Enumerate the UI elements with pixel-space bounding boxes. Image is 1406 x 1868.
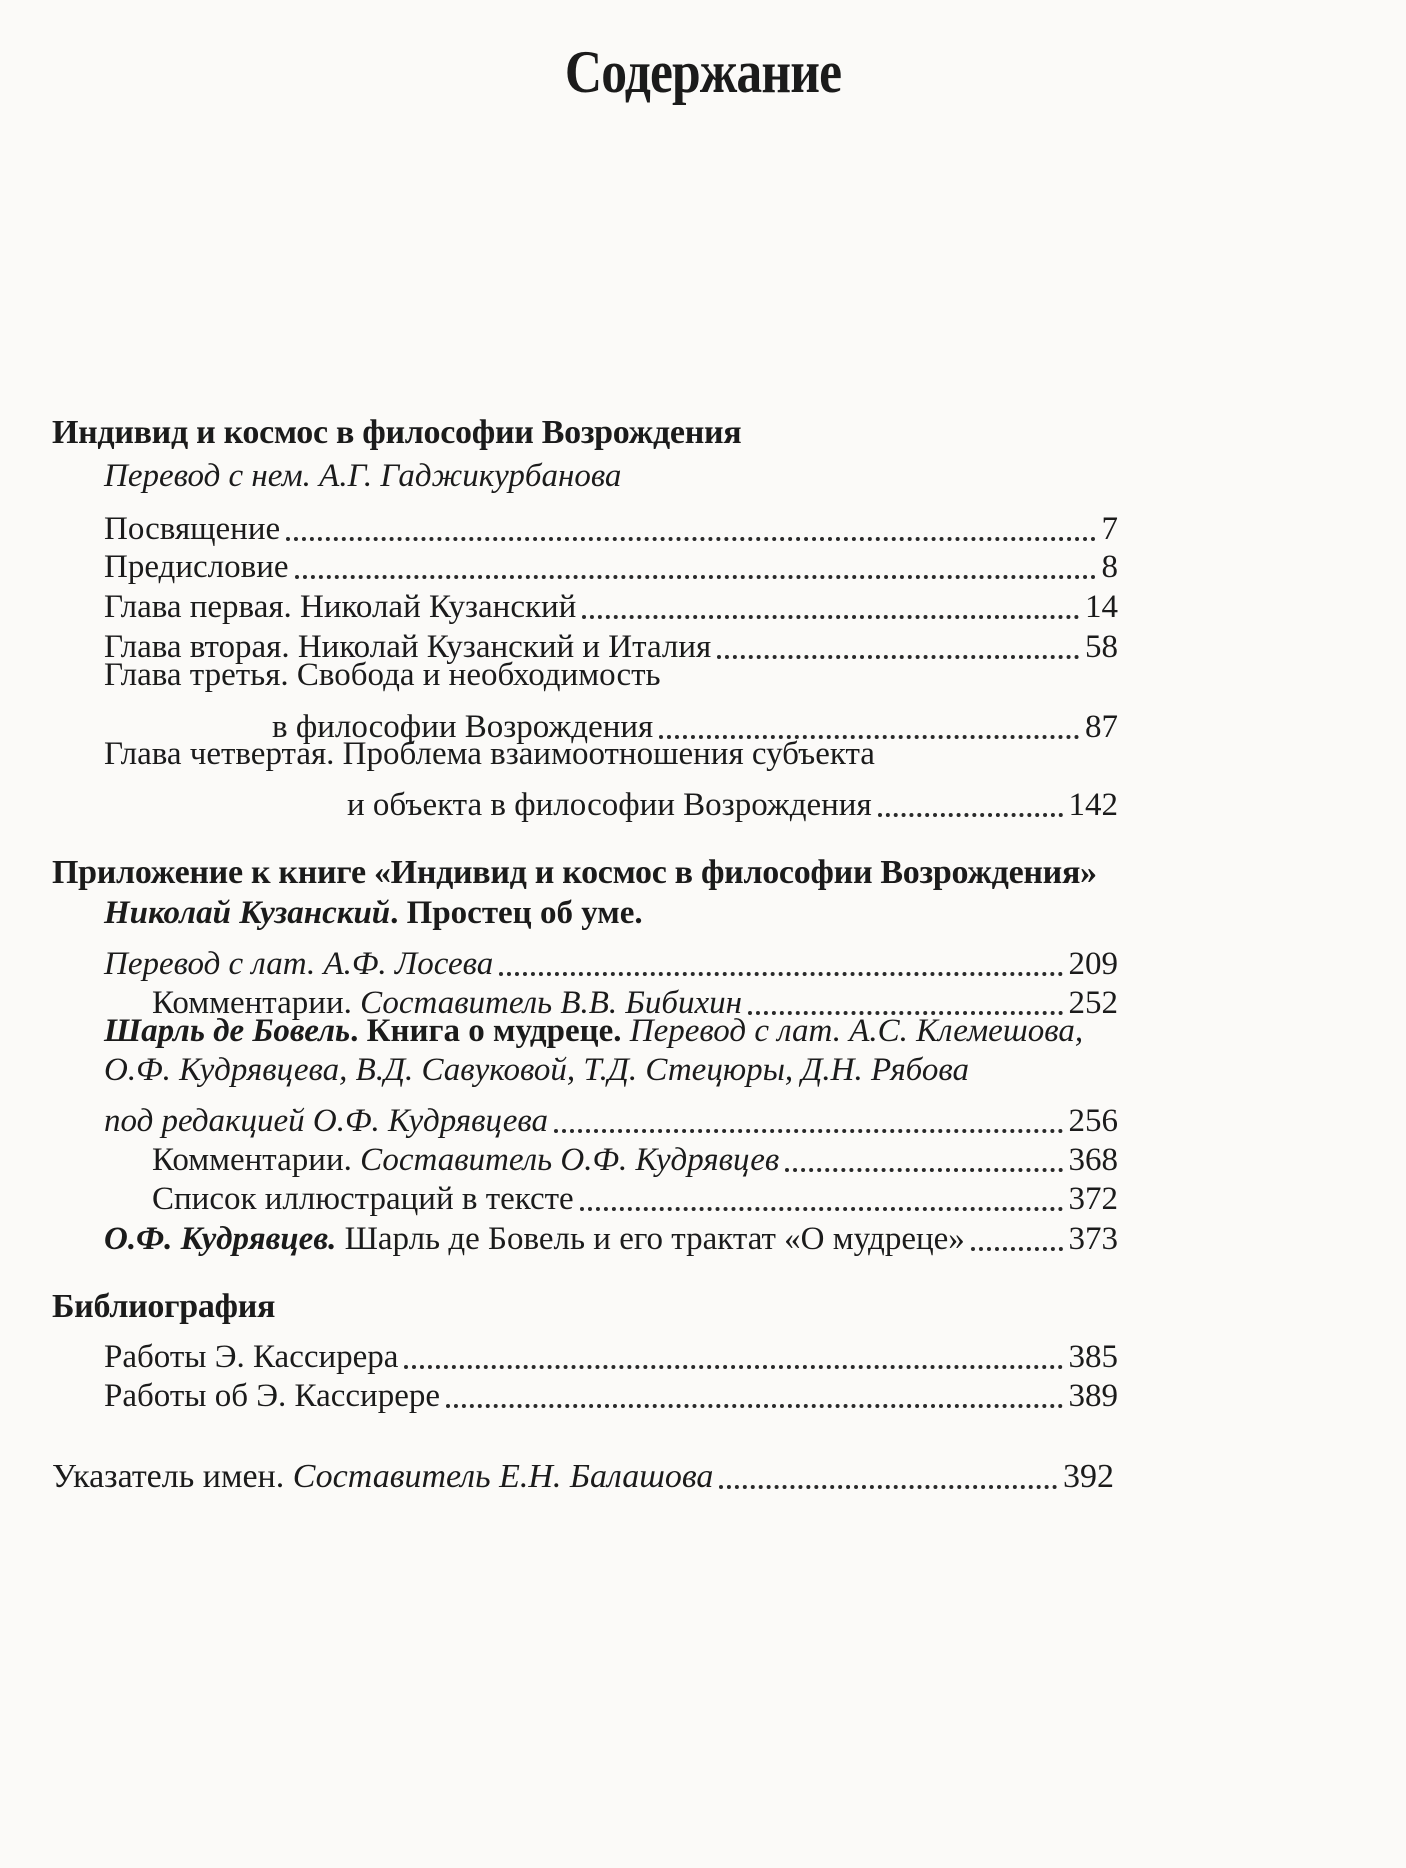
leader-dots bbox=[404, 1329, 1062, 1369]
compiler-name: Составитель Е.Н. Балашова bbox=[292, 1458, 714, 1495]
toc-entry-page: 58 bbox=[1085, 629, 1118, 665]
section-heading-individ bbox=[52, 414, 741, 458]
toc-entry-page: 14 bbox=[1085, 589, 1118, 625]
toc-entry-continued bbox=[104, 736, 875, 780]
translator-text: О.Ф. Кудрявцева, В.Д. Савуковой, Т.Д. Стецюры, Д.Н. Рябова bbox=[104, 1052, 969, 1088]
index-label: Указатель имен. bbox=[52, 1458, 293, 1495]
toc-entry[interactable] bbox=[104, 1327, 1118, 1375]
section-heading-text: Приложение к книге «Индивид и космос в философии Возрождения» bbox=[52, 854, 1097, 891]
translator-text: Перевод с лат. А.С. Клемешова, bbox=[629, 1013, 1084, 1049]
leader-dots bbox=[659, 699, 1079, 739]
author-name: О.Ф. Кудрявцев. bbox=[104, 1221, 337, 1257]
toc-entry-label: Работы Э. Кассирера bbox=[104, 1339, 399, 1375]
toc-entry-page: 373 bbox=[1068, 1221, 1118, 1257]
toc-entry-page: 142 bbox=[1068, 787, 1118, 823]
comments-label: Комментарии. bbox=[152, 1142, 361, 1178]
leader-dots bbox=[580, 1171, 1063, 1211]
section-heading-bibliography bbox=[52, 1288, 275, 1332]
toc-entry-index[interactable] bbox=[52, 1447, 1114, 1495]
leader-dots bbox=[785, 1132, 1062, 1172]
toc-entry-label: Предисловие bbox=[104, 549, 289, 585]
translator-line bbox=[104, 458, 621, 502]
toc-entry-label: Перевод с лат. А.Ф. Лосева bbox=[104, 946, 494, 982]
toc-entry-page: 8 bbox=[1101, 549, 1118, 585]
essay-title: Шарль де Бовель и его трактат «О мудреце» bbox=[336, 1221, 965, 1257]
toc-entry-page: 87 bbox=[1085, 709, 1118, 745]
toc-entry-label: Список иллюстраций в тексте bbox=[152, 1181, 574, 1217]
page-title: Содержание bbox=[564, 39, 842, 105]
work-title-line bbox=[104, 895, 643, 939]
toc-entry-label: Глава третья. Свобода и необходимость bbox=[104, 657, 661, 693]
toc-entry-label: Глава четвертая. Проблема взаимоотношения субъекта bbox=[104, 736, 875, 772]
translator-line bbox=[104, 1052, 969, 1096]
compiler-name: Составитель В.В. Бибихин bbox=[360, 985, 743, 1021]
toc-entry-page: 389 bbox=[1068, 1378, 1118, 1414]
toc-entry-page: 256 bbox=[1068, 1103, 1118, 1139]
work-title: . Книга о мудреце. bbox=[350, 1013, 630, 1049]
translator-text: Перевод с нем. А.Г. Гаджикурбанова bbox=[104, 458, 622, 494]
toc-entry[interactable] bbox=[152, 973, 1118, 1021]
comments-label: Комментарии. bbox=[152, 985, 361, 1021]
toc-entry-label: Глава вторая. Николай Кузанский и Италия bbox=[104, 629, 712, 665]
leader-dots bbox=[554, 1093, 1062, 1133]
section-heading-text: Индивид и космос в философии Возрождения bbox=[52, 414, 742, 451]
toc-entry-label: под редакцией О.Ф. Кудрявцева bbox=[104, 1103, 549, 1139]
leader-dots bbox=[295, 539, 1096, 579]
section-heading-appendix bbox=[52, 854, 1097, 898]
toc-entry[interactable] bbox=[152, 1130, 1118, 1178]
leader-dots bbox=[582, 579, 1079, 619]
toc-entry[interactable] bbox=[272, 697, 1118, 745]
work-title: . Простец об уме. bbox=[390, 895, 643, 931]
toc-entry-label: Работы об Э. Кассирере bbox=[104, 1378, 440, 1414]
toc-entry[interactable] bbox=[152, 1169, 1118, 1217]
toc-entry-page: 392 bbox=[1063, 1458, 1114, 1495]
toc-entry[interactable] bbox=[347, 775, 1118, 823]
section-heading-text: Библиография bbox=[52, 1288, 276, 1325]
toc-entry-page: 7 bbox=[1101, 511, 1118, 547]
leader-dots bbox=[499, 936, 1062, 976]
leader-dots bbox=[748, 975, 1062, 1015]
toc-entry-page: 372 bbox=[1068, 1181, 1118, 1217]
leader-dots bbox=[286, 501, 1095, 541]
work-title-line bbox=[104, 1013, 1083, 1057]
toc-entry[interactable] bbox=[104, 934, 1118, 982]
toc-entry[interactable] bbox=[104, 617, 1118, 665]
toc-entry[interactable] bbox=[104, 1209, 1118, 1257]
leader-dots bbox=[878, 777, 1063, 817]
toc-entry-page: 385 bbox=[1068, 1339, 1118, 1375]
leader-dots bbox=[719, 1449, 1057, 1489]
toc-entry-page: 209 bbox=[1068, 946, 1118, 982]
leader-dots bbox=[971, 1211, 1063, 1251]
toc-entry-continued bbox=[104, 657, 661, 701]
toc-entry[interactable] bbox=[104, 577, 1118, 625]
toc-entry[interactable] bbox=[104, 1366, 1118, 1414]
toc-entry-page: 368 bbox=[1068, 1142, 1118, 1178]
leader-dots bbox=[446, 1368, 1063, 1408]
toc-entry[interactable] bbox=[104, 1091, 1118, 1139]
toc-entry[interactable] bbox=[104, 537, 1118, 585]
toc-entry-label: в философии Возрождения bbox=[272, 709, 654, 745]
toc-entry-page: 252 bbox=[1068, 985, 1118, 1021]
toc-entry-label: Глава первая. Николай Кузанский bbox=[104, 589, 577, 625]
toc-entry-label: и объекта в философии Возрождения bbox=[347, 787, 872, 823]
compiler-name: Составитель О.Ф. Кудрявцев bbox=[360, 1142, 780, 1178]
leader-dots bbox=[717, 619, 1079, 659]
author-name: Шарль де Бовель bbox=[104, 1013, 351, 1049]
toc-entry-label: Посвящение bbox=[104, 511, 281, 547]
author-name: Николай Кузанский bbox=[104, 895, 391, 931]
